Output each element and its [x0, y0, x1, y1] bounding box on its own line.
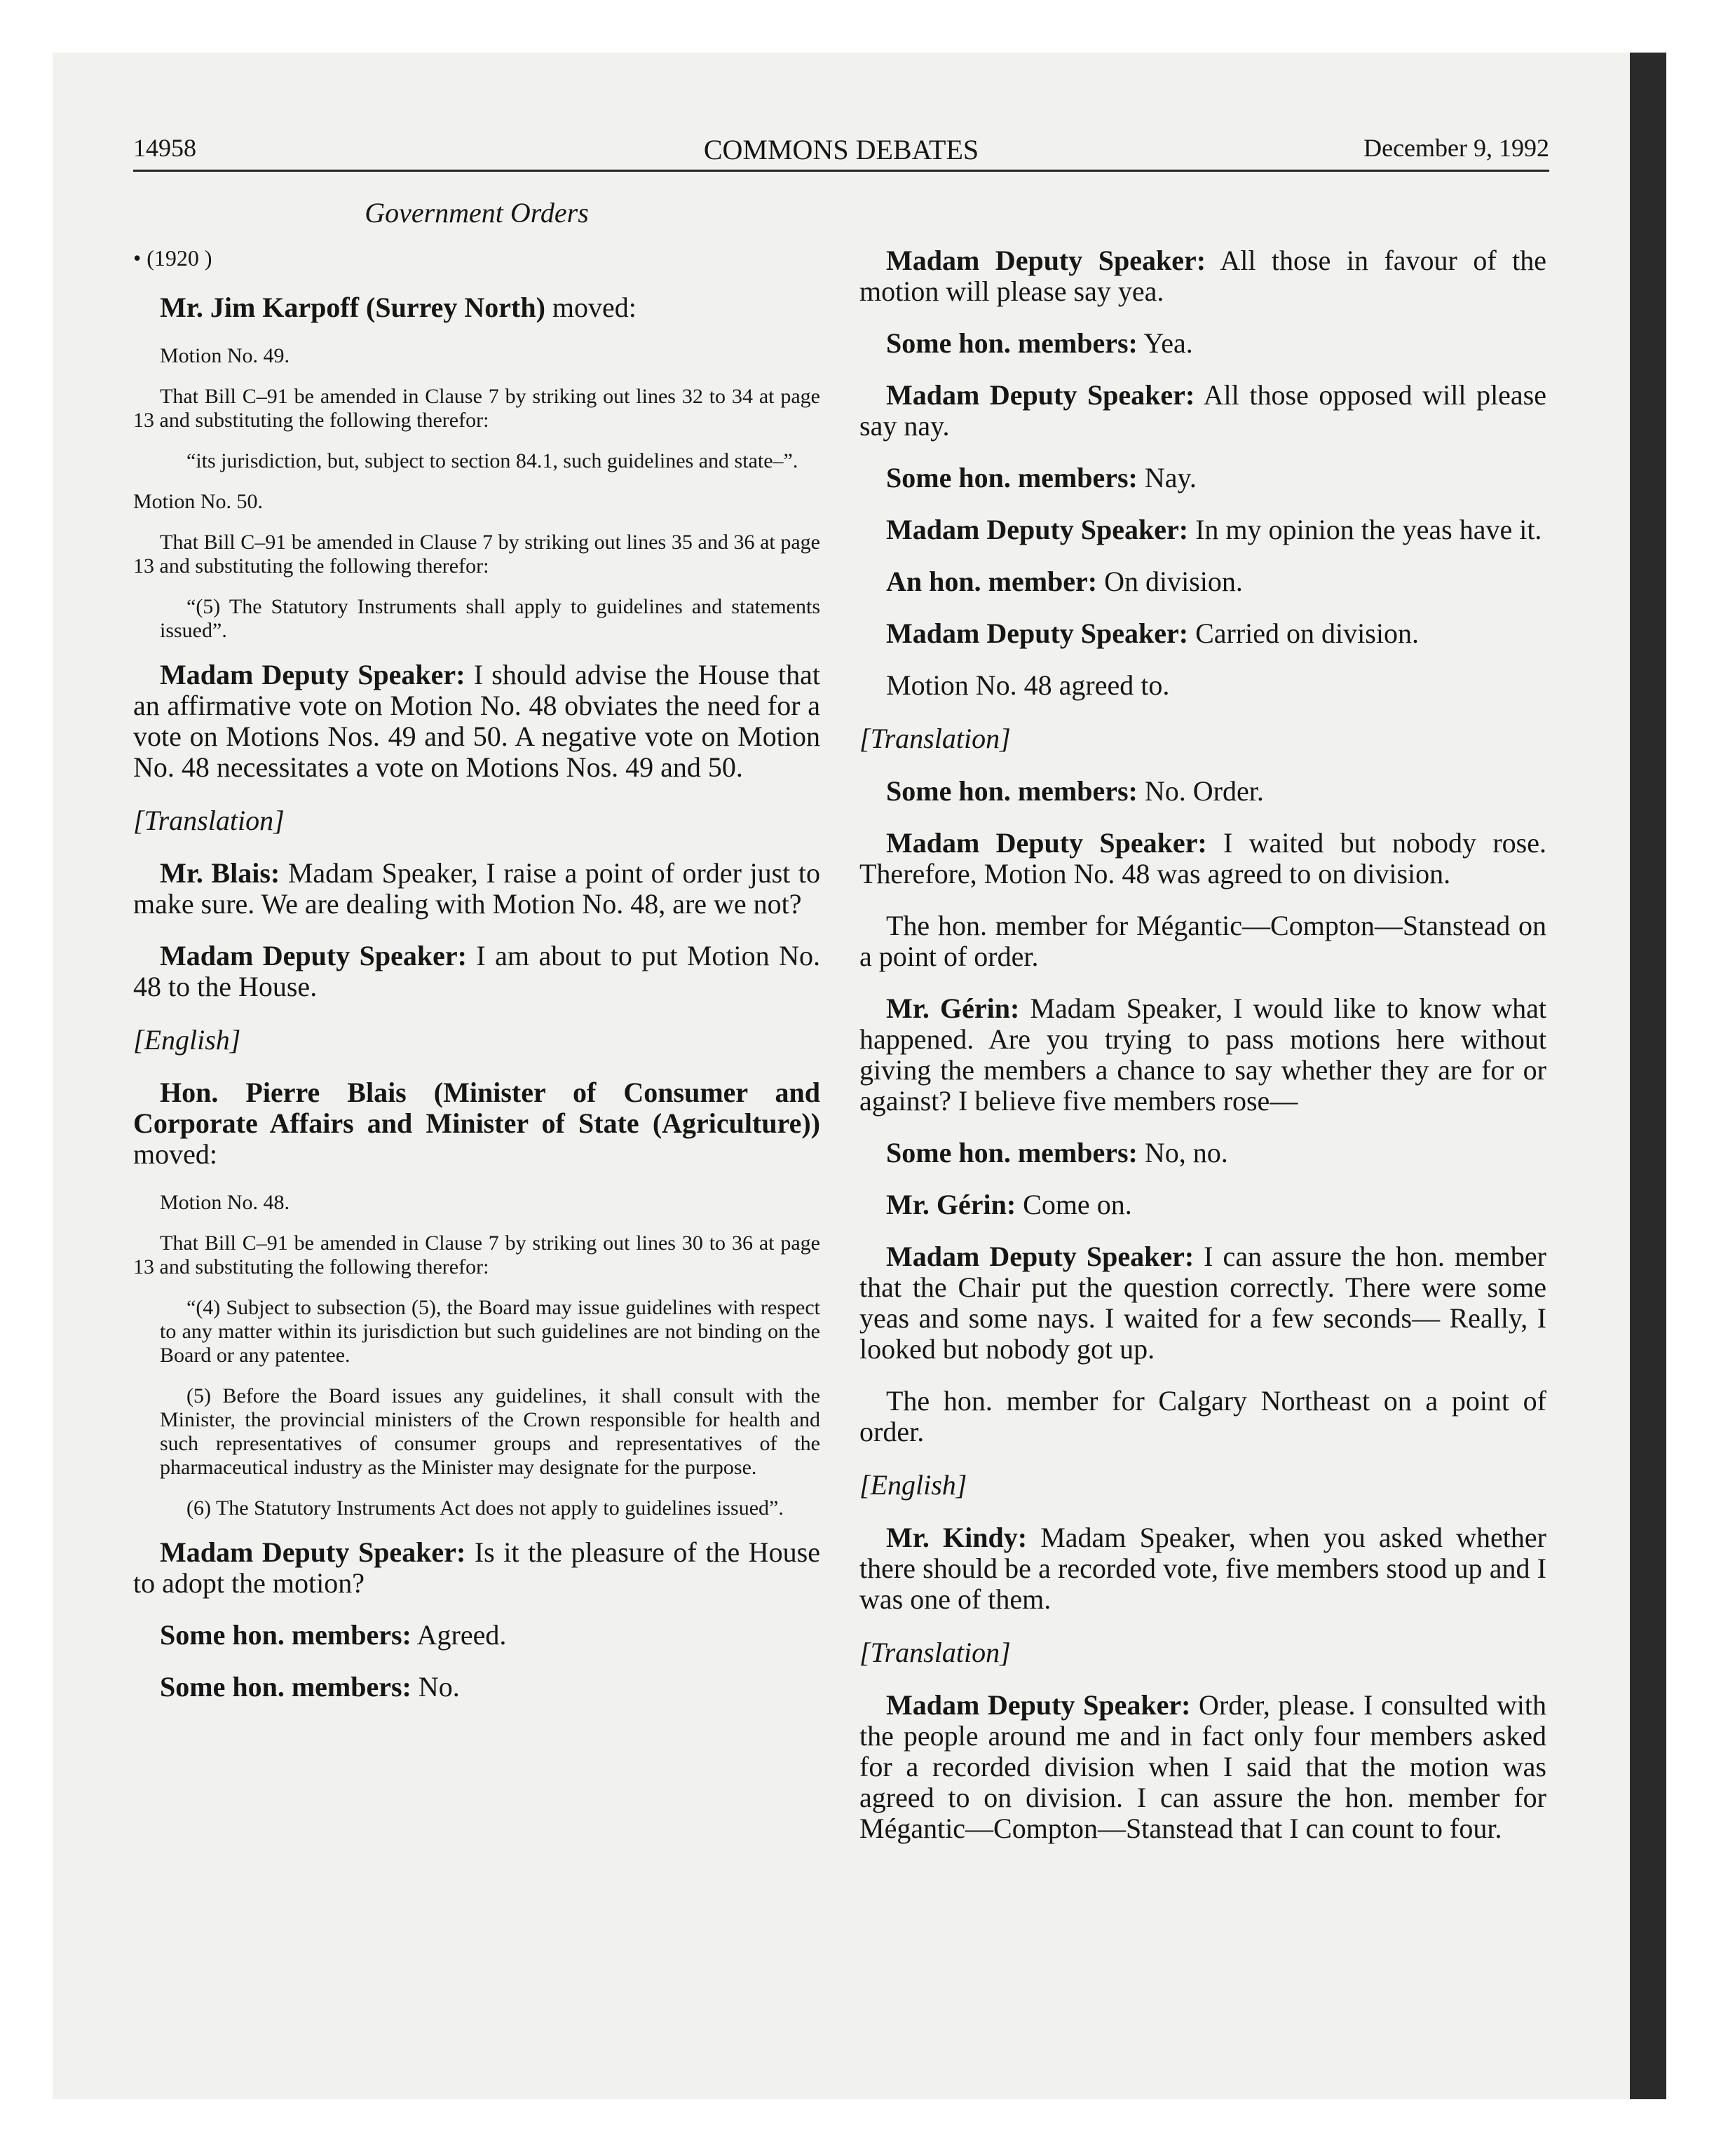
right-column: [859, 245, 1546, 1865]
speech-text: Order, please. I consulted with the people around me and in fact only four members asked for a recorded division when I said that the motion was agreed to on division. I can assure the hon. member for Mégantic—Compton—Stanstead that I can count to four.: [859, 1689, 1547, 1844]
speaker: An hon. member:: [886, 566, 1098, 597]
speaker: Mr. Gérin:: [886, 1189, 1016, 1220]
speech: [133, 1620, 820, 1651]
speech-text: moved:: [133, 1138, 217, 1170]
motion-number: Motion No. 50.: [133, 490, 264, 513]
speech-text: In my opinion the yeas have it.: [1188, 514, 1542, 545]
speech-text: I should advise the House that an affirmative vote on Motion No. 48 obviates the need for a vote on Motions Nos. 49 and 50. A negative vote on Motion No. 48 necessitates a vote on Motions Nos. 49 and 50.: [133, 659, 820, 783]
speaker: Madam Deputy Speaker:: [160, 1536, 466, 1568]
speaker: Mr. Blais:: [160, 857, 280, 889]
speech-text: On division.: [1097, 566, 1243, 597]
speech-text: Come on.: [1016, 1189, 1132, 1220]
speaker: Madam Deputy Speaker:: [886, 1689, 1191, 1721]
language-marker: [English]: [859, 1469, 967, 1501]
motion-quote: “(4) Subject to subsection (5), the Board may issue guidelines with respect to any matter within its jurisdiction but such guidelines are not binding on the Board or any patentee.: [160, 1296, 820, 1367]
page-date: December 9, 1992: [1363, 134, 1549, 162]
motion-text: That Bill C–91 be amended in Clause 7 by striking out lines 30 to 36 at page 13 and substituting the following therefor:: [133, 1231, 820, 1278]
speech-text: Yea.: [1137, 327, 1193, 359]
speaker: Hon. Pierre Blais (Minister of Consumer and Corporate Affairs and Minister of State (Agriculture)): [133, 1077, 820, 1139]
speech-text: Is it the pleasure of the House to adopt the motion?: [133, 1536, 820, 1599]
speech: [859, 514, 1546, 545]
speech: [859, 463, 1546, 493]
motion-text: That Bill C–91 be amended in Clause 7 by striking out lines 32 to 34 at page 13 and substituting the following therefor:: [133, 385, 820, 432]
speech-text: All those opposed will please say nay.: [859, 379, 1547, 442]
speech: [859, 618, 1546, 649]
speech: [859, 1138, 1546, 1168]
speaker: Mr. Gérin:: [886, 992, 1020, 1024]
speech: [859, 1522, 1546, 1615]
motion-number: Motion No. 49.: [160, 344, 290, 367]
motion-quote: “its jurisdiction, but, subject to section 84.1, such guidelines and state–”.: [186, 449, 798, 472]
speech: [133, 858, 820, 920]
speech: [859, 245, 1546, 307]
procedural-note: The hon. member for Calgary Northeast on a point of order.: [859, 1385, 1546, 1447]
speech: [133, 1537, 820, 1599]
speech: [859, 380, 1546, 442]
speaker: Some hon. members:: [886, 1137, 1138, 1168]
speech: [859, 328, 1546, 359]
procedural-note: Motion No. 48 agreed to.: [886, 669, 1170, 701]
speaker: Madam Deputy Speaker:: [886, 827, 1207, 859]
running-title: COMMONS DEBATES: [703, 134, 979, 165]
speech: [133, 292, 820, 323]
speech-text: Nay.: [1137, 462, 1197, 493]
speech-text: Agreed.: [411, 1619, 507, 1651]
speech: [859, 1241, 1546, 1365]
speech: [133, 1077, 820, 1170]
speaker: Madam Deputy Speaker:: [160, 659, 465, 690]
speaker: Some hon. members:: [160, 1619, 411, 1651]
motion-quote: (6) The Statutory Instruments Act does not apply to guidelines issued”.: [186, 1496, 784, 1520]
language-marker: [Translation]: [859, 723, 1011, 754]
speaker: Mr. Jim Karpoff (Surrey North): [160, 292, 545, 323]
speech: [133, 1672, 820, 1703]
speech-text: I waited but nobody rose. Therefore, Motion No. 48 was agreed to on division.: [859, 827, 1547, 889]
speech-text: No.: [411, 1671, 460, 1703]
speech-text: No. Order.: [1137, 775, 1264, 807]
speech: [859, 1690, 1546, 1844]
left-column: [133, 245, 820, 1724]
speech: [859, 993, 1546, 1117]
speech-text: No, no.: [1137, 1137, 1228, 1168]
speech-text: I am about to put Motion No. 48 to the House.: [133, 940, 820, 1002]
speech-text: Madam Speaker, when you asked whether there should be a recorded vote, five members stood up and I was one of them.: [859, 1522, 1546, 1615]
speaker: Madam Deputy Speaker:: [886, 618, 1189, 649]
speech-text: I can assure the hon. member that the Chair put the question correctly. There were some yeas and some nays. I waited for a few seconds— Really, I looked but nobody got up.: [859, 1241, 1546, 1365]
speech-text: moved:: [545, 292, 637, 323]
speaker: Madam Deputy Speaker:: [886, 245, 1206, 276]
speech-text: All those in favour of the motion will please say yea.: [859, 245, 1546, 307]
page: [133, 105, 1549, 2054]
language-marker: [English]: [133, 1024, 241, 1056]
speaker: Some hon. members:: [886, 327, 1138, 359]
motion-number: Motion No. 48.: [160, 1191, 290, 1214]
speech: [133, 941, 820, 1002]
speech: [859, 566, 1546, 597]
procedural-note: The hon. member for Mégantic—Compton—Stanstead on a point of order.: [859, 910, 1546, 972]
page-number: 14958: [133, 134, 196, 162]
scan-edge: [1630, 53, 1666, 2099]
speaker: Madam Deputy Speaker:: [160, 940, 467, 971]
speaker: Mr. Kindy:: [886, 1522, 1028, 1553]
timestamp: • (1920 ): [133, 245, 212, 271]
speech: [859, 828, 1546, 889]
speaker: Madam Deputy Speaker:: [886, 514, 1189, 545]
speech-text: Madam Speaker, I raise a point of order just to make sure. We are dealing with Motion No. 48, are we not?: [133, 857, 821, 920]
motion-quote: (5) Before the Board issues any guidelines, it shall consult with the Minister, the provincial ministers of the Crown responsible for health and such representatives of consumer groups and representatives of the pharmaceutical industry as the Minister may designate for the purpose.: [160, 1384, 820, 1479]
header-rule: [133, 170, 1549, 172]
speech-text: Carried on division.: [1188, 618, 1419, 649]
speaker: Some hon. members:: [886, 775, 1138, 807]
speech: [859, 776, 1546, 807]
language-marker: [Translation]: [133, 805, 285, 836]
speech-text: Madam Speaker, I would like to know what happened. Are you trying to pass motions here without giving the members a chance to say whether they are for or against? I believe five members rose—: [859, 992, 1547, 1117]
speech: [133, 660, 820, 783]
language-marker: [Translation]: [859, 1637, 1011, 1668]
section-heading: Government Orders: [365, 197, 589, 228]
speech: [859, 1189, 1546, 1220]
motion-quote: “(5) The Statutory Instruments shall apply to guidelines and statements issued”.: [160, 595, 820, 642]
motion-text: That Bill C–91 be amended in Clause 7 by striking out lines 35 and 36 at page 13 and substituting the following therefor:: [133, 531, 820, 578]
speaker: Madam Deputy Speaker:: [886, 1241, 1195, 1272]
speaker: Madam Deputy Speaker:: [886, 379, 1195, 411]
speaker: Some hon. members:: [886, 462, 1138, 493]
speaker: Some hon. members:: [160, 1671, 411, 1703]
